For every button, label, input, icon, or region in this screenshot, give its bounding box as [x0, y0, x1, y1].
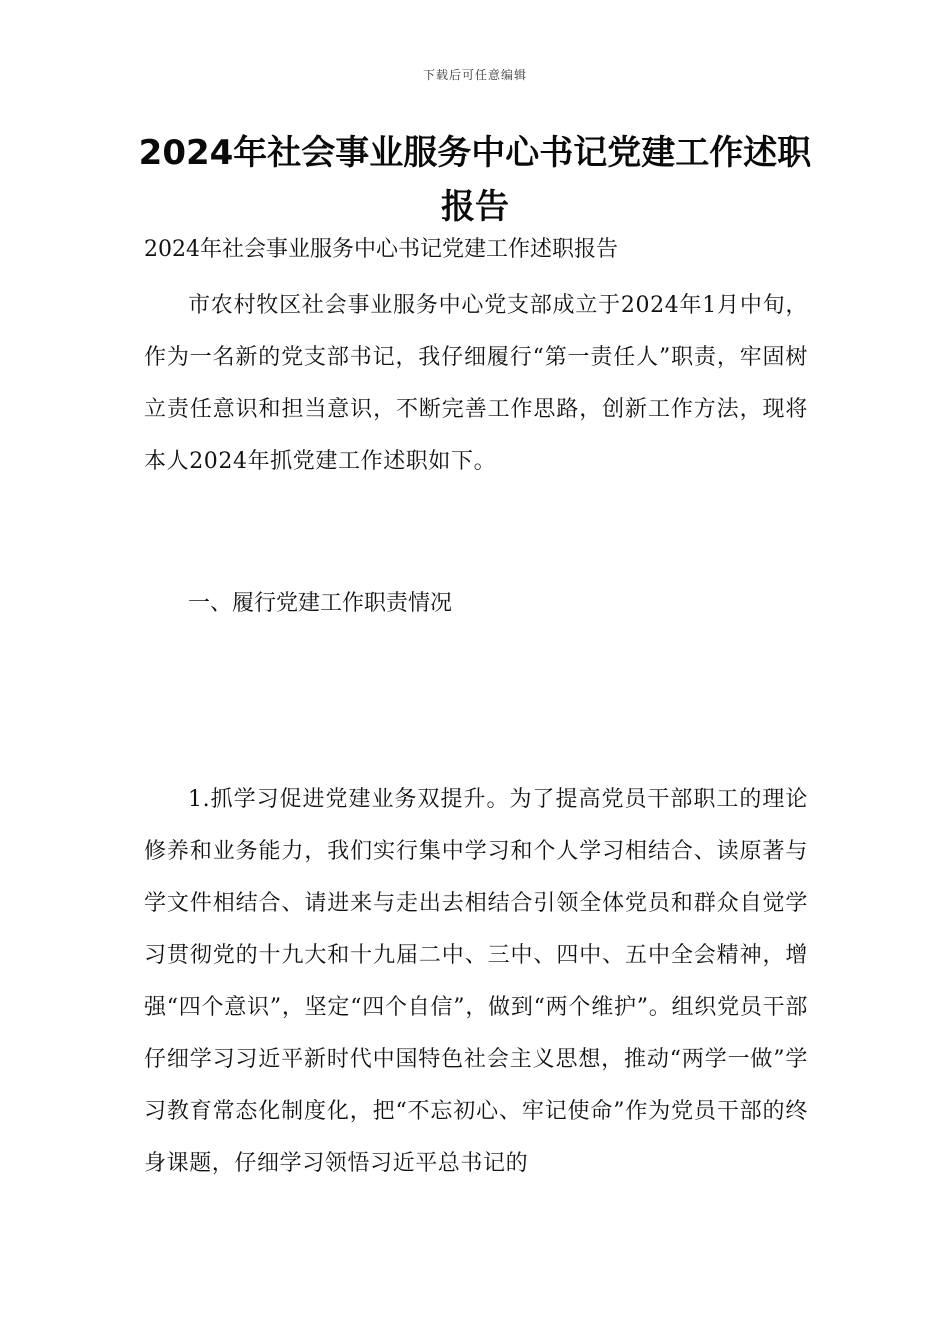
section-heading-1: 一、履行党建工作职责情况 [188, 591, 453, 616]
header-note: 下载后可任意编辑 [422, 68, 527, 82]
document-title: 2024年社会事业服务中心书记党建工作述职报告 [138, 133, 812, 227]
item-1-paragraph: 1.抓学习促进党建业务双提升。为了提高党员干部职工的理论修养和业务能力，我们实行集中学习和个人学习相结合、读原著与学文件相结合、请进来与走出去相结合引领全体党员和群众自觉学习贯彻党的十九大和十九届二中、三中、四中、五中全会精神，增强“四个意识”，坚定“四个自信”，做到“两个维护”。组织党员干部仔细学习习近平新时代中国特色社会主义思想，推动“两学一做”学习教育常态化制度化，把“不忘初心、牢记使命”作为党员干部的终身课题，仔细学习领悟习近平总书记的 [144, 787, 808, 1176]
document-subtitle: 2024年社会事业服务中心书记党建工作述职报告 [144, 237, 618, 262]
intro-paragraph: 市农村牧区社会事业服务中心党支部成立于2024年1月中旬，作为一名新的党支部书记，我仔细履行“第一责任人”职责，牢固树立责任意识和担当意识，不断完善工作思路，创新工作方法，现将本人2024年抓党建工作述职如下。 [144, 293, 808, 474]
